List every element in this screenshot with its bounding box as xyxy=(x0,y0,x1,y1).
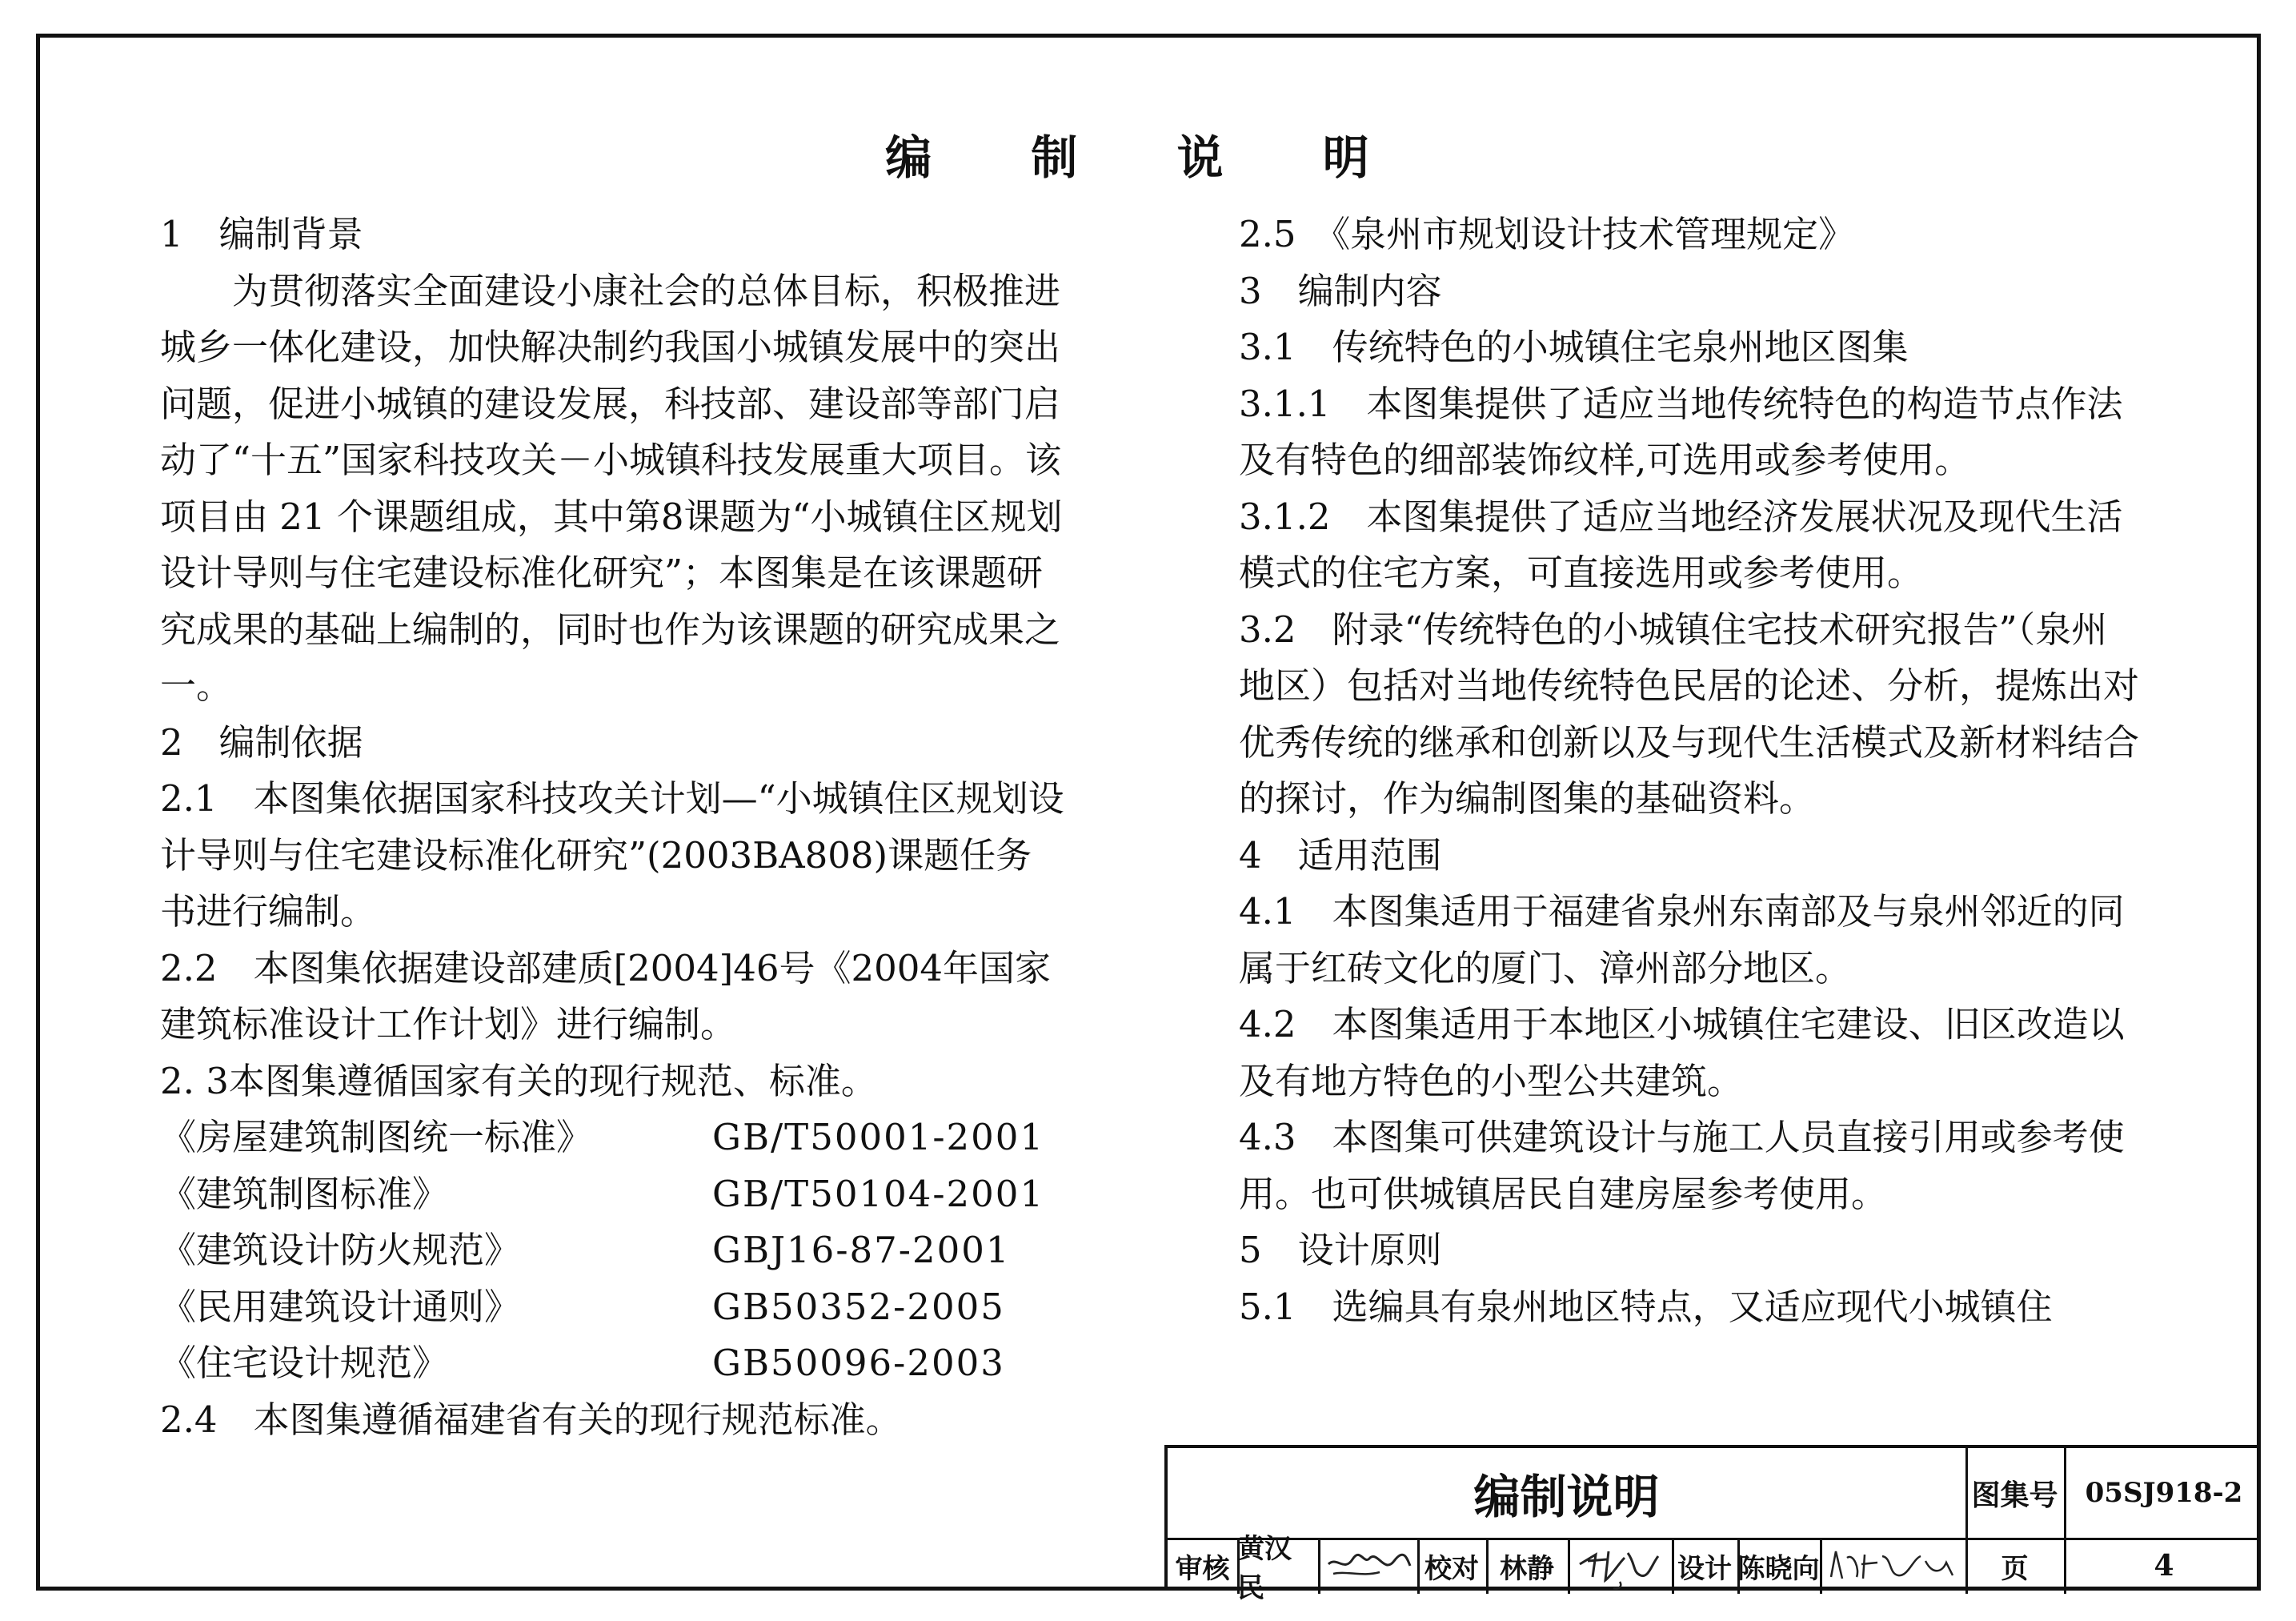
clause-4-1: 4.1 本图集适用于福建省泉州东南部及与泉州邻近的同属于红砖文化的厦门、漳州部分地区。 xyxy=(1239,890,2125,989)
section-3-heading: 3 编制内容 xyxy=(1239,269,1442,312)
review-label: 审核 xyxy=(1175,1552,1230,1585)
clause-5-1: 5.1 选编具有泉州地区特点，又适应现代小城镇住 xyxy=(1239,1285,2053,1328)
drawing-title: 编制说明 xyxy=(1473,1470,1660,1524)
standard-code: GB/T50001-2001 xyxy=(712,1116,1045,1158)
right-column xyxy=(1239,207,2143,1335)
standard-row xyxy=(160,1166,1064,1223)
standard-code: GB50352-2005 xyxy=(712,1285,1005,1328)
atlas-number: 05SJ918-2 xyxy=(2085,1477,2243,1509)
reviewer-signature-stroke xyxy=(1322,1542,1414,1590)
clause-4-3: 4.3 本图集可供建筑设计与施工人员直接引用或参考使用。也可供城镇居民自建房屋参考使用。 xyxy=(1239,1116,2125,1215)
standard-row xyxy=(160,1279,1064,1336)
check-label: 校对 xyxy=(1424,1552,1479,1585)
section-5-heading: 5 设计原则 xyxy=(1239,1229,1442,1271)
clause-2-4: 2.4 本图集遵循福建省有关的现行规范标准。 xyxy=(160,1398,902,1441)
designer-signature xyxy=(1820,1538,1965,1594)
clause-2-2: 2.2 本图集依据建设部建质[2004]46号《2004年国家建筑标准设计工作计划》进行编制。 xyxy=(160,946,1051,1045)
clause-4-2: 4.2 本图集适用于本地区小城镇住宅建设、旧区改造以及有地方特色的小型公共建筑。 xyxy=(1239,1003,2125,1102)
clause-3-1-1: 3.1.1 本图集提供了适应当地传统特色的构造节点作法及有特色的细部装饰纹样,可选用或参考使用。 xyxy=(1239,382,2123,481)
standard-name: 《建筑制图标准》 xyxy=(160,1172,449,1215)
design-label: 设计 xyxy=(1677,1552,1732,1585)
standard-name: 《住宅设计规范》 xyxy=(160,1342,449,1384)
designer-name: 陈晓向 xyxy=(1737,1552,1820,1585)
atlas-number-label: 图集号 xyxy=(1971,1479,2058,1512)
designer-signature-stroke xyxy=(1825,1542,1961,1590)
section-1-paragraph: 为贯彻落实全面建设小康社会的总体目标，积极推进城乡一体化建设，加快解决制约我国小城镇发展中的突出问题，促进小城镇的建设发展，科技部、建设部等部门启动了“十五”国家科技攻关－小城镇科技发展重大项目。该项目由 21 个课题组成，其中第8课题为“小城镇住区规划设计导则与住宅建设标准化研究”；本图集是在该课题研究成果的基础上编制的，同时也作为该课题的研究成果之一。 xyxy=(160,269,1063,707)
standard-name: 《房屋建筑制图统一标准》 xyxy=(160,1116,593,1158)
standard-code: GB/T50104-2001 xyxy=(712,1172,1045,1215)
clause-3-1: 3.1 传统特色的小城镇住宅泉州地区图集 xyxy=(1239,326,1909,368)
standards-list xyxy=(160,1109,1064,1392)
clause-3-1-2: 3.1.2 本图集提供了适应当地经济发展状况及现代生活模式的住宅方案，可直接选用或参考使用。 xyxy=(1239,495,2123,594)
standard-code: GB50096-2003 xyxy=(712,1342,1005,1384)
standard-row xyxy=(160,1335,1064,1392)
standard-row xyxy=(160,1222,1064,1279)
page-number: 4 xyxy=(2154,1549,2174,1583)
standard-name: 《建筑设计防火规范》 xyxy=(160,1229,521,1271)
clause-2-5: 2.5 《泉州市规划设计技术管理规定》 xyxy=(1239,213,1855,255)
checker-name: 林静 xyxy=(1500,1552,1554,1585)
clause-2-1: 2.1 本图集依据国家科技攻关计划—“小城镇住区规划设计导则与住宅建设标准化研究”(2003BA808)课题任务书进行编制。 xyxy=(160,777,1064,933)
section-4-heading: 4 适用范围 xyxy=(1239,833,1442,877)
standard-row xyxy=(160,1109,1064,1166)
standard-name: 《民用建筑设计通则》 xyxy=(160,1285,521,1328)
title-block xyxy=(1164,1445,2261,1604)
standard-code: GBJ16-87-2001 xyxy=(712,1229,1011,1271)
page-title: 编 制 说 明 xyxy=(885,130,1411,185)
checker-signature-stroke xyxy=(1572,1540,1668,1591)
clause-3-2: 3.2 附录“传统特色的小城镇住宅技术研究报告”（泉州地区）包括对当地传统特色民居的论述、分析，提炼出对优秀传统的继承和创新以及与现代生活模式及新材料结合的探讨，作为编制图集的基础资料。 xyxy=(1239,608,2140,820)
section-1-heading: 1 编制背景 xyxy=(160,213,363,255)
left-column xyxy=(160,207,1064,1448)
clause-2-3: 2. 3本图集遵循国家有关的现行规范、标准。 xyxy=(160,1059,877,1102)
checker-signature xyxy=(1568,1538,1672,1594)
reviewer-name: 黄汉民 xyxy=(1237,1533,1292,1604)
page-label: 页 xyxy=(2001,1552,2029,1585)
section-2-heading: 2 编制依据 xyxy=(160,720,363,764)
reviewer-signature xyxy=(1318,1538,1417,1594)
